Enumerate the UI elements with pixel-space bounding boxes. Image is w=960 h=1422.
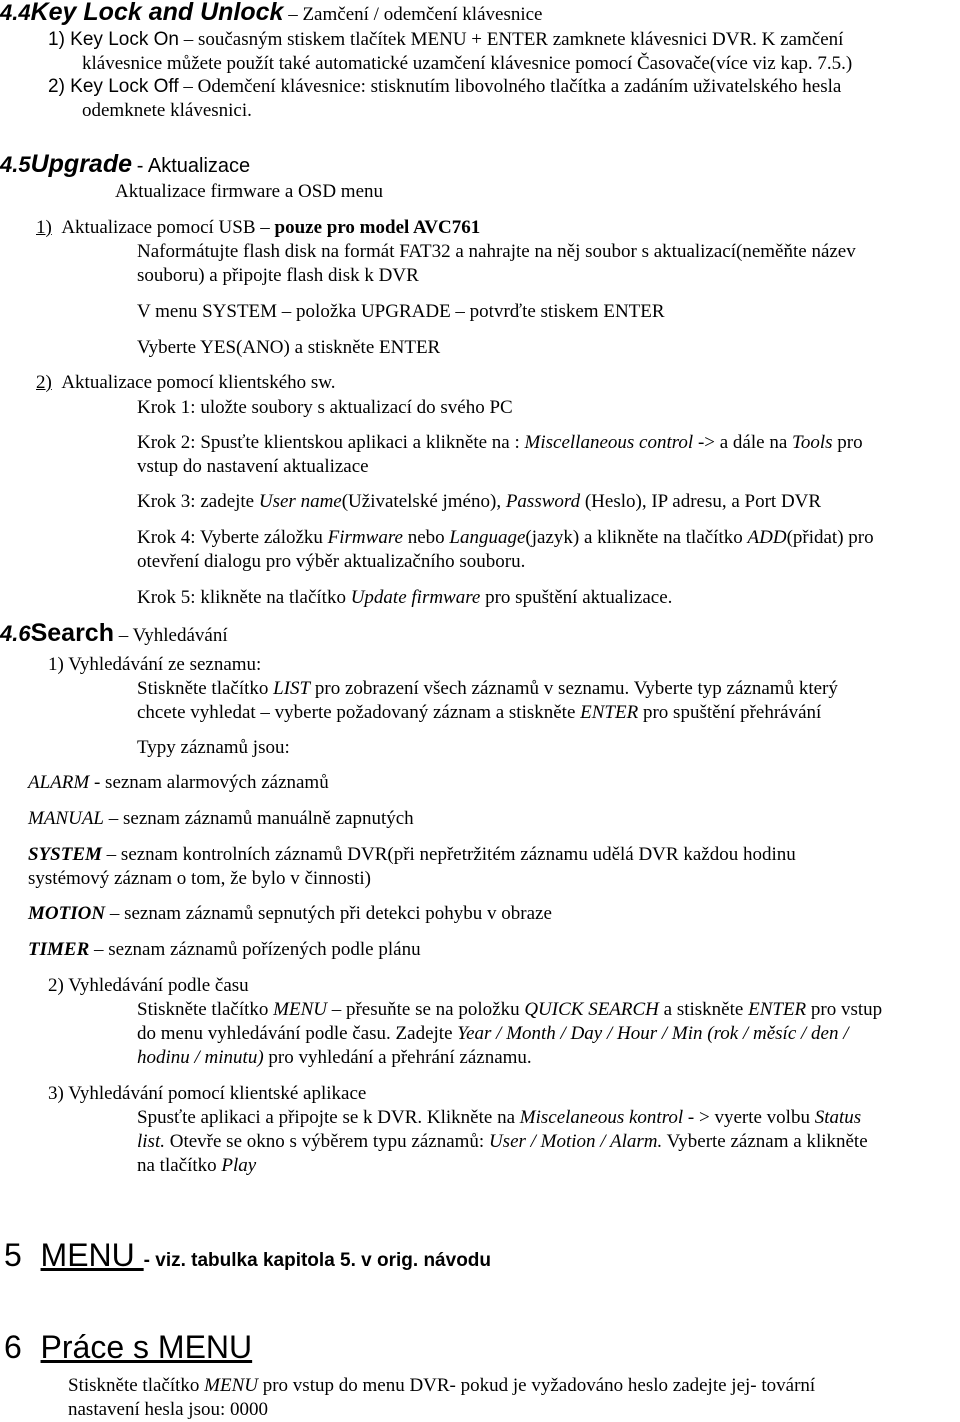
- text: pro vstup do menu DVR- pokud je vyžadováno heslo zadejte jej- tovární: [257, 1375, 816, 1396]
- text: hodinu / minutu): [137, 1047, 264, 1068]
- text: pro zobrazení všech záznamů v seznamu. Vyberte typ záznamů který: [310, 678, 838, 699]
- section-number: 4.6: [0, 621, 31, 646]
- text: Language: [449, 527, 526, 548]
- text: Miscelaneous kontrol: [519, 1107, 684, 1128]
- text: Vyberte záznam a klikněte: [662, 1131, 868, 1152]
- upgrade-subtitle: Aktualizace firmware a OSD menu: [115, 181, 384, 202]
- step-5: [137, 586, 672, 610]
- text: -> a dále na: [693, 432, 793, 453]
- text: Krok 4: Vyberte záložku: [137, 527, 328, 548]
- text: na tlačítko: [137, 1155, 222, 1176]
- chapter-title: MENU: [40, 1237, 144, 1273]
- search-client-item: 3) Vyhledávání pomocí klientské aplikace: [48, 1083, 367, 1104]
- text: Password: [505, 491, 581, 512]
- text: QUICK SEARCH: [524, 999, 659, 1020]
- text: chcete vyhledat – vyberte požadovaný záznam a stiskněte: [137, 702, 581, 723]
- section-number: 4.4: [0, 0, 31, 25]
- keylock-on-cont: klávesnice můžete použít také automatické uzamčení klávesnice pomocí Časovače(více viz kap. 7.5.): [82, 53, 853, 74]
- keylock-off-text: Odemčení klávesnice: stisknutím libovolného tlačítka a zadáním uživatelského hesla: [197, 76, 842, 97]
- keylock-on-text: současným stiskem tlačítek MENU + ENTER zamknete klávesnici DVR. K zamčení: [197, 29, 844, 50]
- text: - > vyerte volbu: [683, 1107, 815, 1128]
- record-type-system-cont: systémový záznam o tom, že bylo v činnosti): [28, 868, 371, 889]
- keylock-off-cont: odemknete klávesnici.: [82, 100, 252, 121]
- text: MENU: [204, 1375, 258, 1396]
- text: ADD: [747, 527, 787, 548]
- text: MENU: [273, 999, 327, 1020]
- section-title: Search: [30, 619, 114, 647]
- search-list-item: 1) Vyhledávání ze seznamu:: [48, 654, 262, 675]
- chapter-number: 6: [4, 1329, 22, 1365]
- text: (jazyk) a klikněte na tlačítko: [525, 527, 748, 548]
- section-subtitle: – Vyhledávání: [118, 625, 228, 646]
- usb-step-3: Vyberte YES(ANO) a stiskněte ENTER: [137, 337, 441, 358]
- text: LIST: [273, 678, 311, 699]
- text: Update firmware: [350, 587, 481, 608]
- search-time-text: [137, 998, 882, 1022]
- list-number: 1): [36, 217, 52, 238]
- chapter-title: Práce s MENU: [40, 1329, 253, 1365]
- chapter-6-text-2: nastavení hesla jsou: 0000: [68, 1399, 268, 1420]
- step-4: [137, 526, 874, 550]
- text: do menu vyhledávání podle času. Zadejte: [137, 1023, 458, 1044]
- search-list-text-cont: [137, 701, 821, 725]
- record-type-key: MOTION: [28, 903, 106, 924]
- record-type-key: TIMER: [28, 939, 90, 960]
- text: pro spuštění aktualizace.: [480, 587, 673, 608]
- step-2-cont: vstup do nastavení aktualizace: [137, 456, 369, 477]
- search-client-text-2: [137, 1130, 868, 1154]
- record-type-key: SYSTEM: [28, 844, 102, 865]
- section-4-4-heading: [0, 0, 543, 27]
- search-client-text-3: [137, 1154, 256, 1178]
- text: Status: [814, 1107, 862, 1128]
- record-type-key: ALARM -: [28, 772, 101, 793]
- section-4-6-heading: [0, 621, 228, 648]
- list-number: 2): [36, 372, 52, 393]
- upgrade-client-item: [36, 371, 336, 395]
- section-subtitle: – Zamčení / odemčení klávesnice: [288, 4, 543, 25]
- record-type-desc: – seznam kontrolních záznamů DVR(při nepřetržitém záznamu udělá DVR každou hodinu: [101, 844, 796, 865]
- text: Tools: [792, 432, 833, 453]
- record-type-motion: [28, 902, 552, 926]
- keylock-on-label: 1) Key Lock On: [48, 29, 179, 50]
- step-2: [137, 431, 863, 455]
- text: Stiskněte tlačítko: [68, 1375, 205, 1396]
- record-type-alarm: [28, 771, 329, 795]
- text: ENTER: [748, 999, 807, 1020]
- text: Krok 3: zadejte: [137, 491, 259, 512]
- search-list-text: [137, 677, 838, 701]
- step-4-cont: otevření dialogu pro výběr aktualizačního souboru.: [137, 551, 526, 572]
- record-type-manual: [28, 807, 414, 831]
- text: list.: [137, 1131, 165, 1152]
- keylock-off-line: 2) Key Lock Off – Odemčení klávesnice: stisknutím libovolného tlačítka a zadáním uživatelského hesla: [48, 76, 842, 97]
- usb-step-1-cont: souboru) a připojte flash disk k DVR: [137, 265, 419, 286]
- text: Firmware: [327, 527, 403, 548]
- usb-label: Aktualizace pomocí USB: [61, 217, 256, 238]
- text: Stiskněte tlačítko: [137, 678, 274, 699]
- text: Miscellaneous control: [524, 432, 694, 453]
- record-type-desc: seznam alarmových záznamů: [100, 772, 329, 793]
- client-label: Aktualizace pomocí klientského sw.: [61, 372, 336, 393]
- text: pro vstup: [806, 999, 883, 1020]
- record-types-label: Typy záznamů jsou:: [137, 737, 290, 758]
- text: ENTER: [580, 702, 639, 723]
- usb-step-2: V menu SYSTEM – položka UPGRADE – potvrďte stiskem ENTER: [137, 301, 665, 322]
- search-client-text: [137, 1106, 861, 1130]
- section-title: Upgrade: [30, 150, 132, 178]
- chapter-5-heading: [4, 1237, 491, 1273]
- text: (Uživatelské jméno),: [341, 491, 506, 512]
- usb-step-1: Naformátujte flash disk na formát FAT32 a nahrajte na něj soubor s aktualizací(neměňte název: [137, 241, 856, 262]
- usb-model-note: pouze pro model AVC761: [274, 217, 481, 238]
- text: Otevře se okno s výběrem typu záznamů:: [164, 1131, 489, 1152]
- text: User / Motion / Alarm.: [488, 1131, 663, 1152]
- step-1: Krok 1: uložte soubory s aktualizací do svého PC: [137, 397, 513, 418]
- text: pro: [832, 432, 863, 453]
- text: – přesuňte se na položku: [326, 999, 525, 1020]
- text: Year / Month / Day / Hour / Min (rok / měsíc / den /: [457, 1023, 849, 1044]
- section-number: 4.5: [0, 152, 31, 177]
- text: Krok 2: Spusťte klientskou aplikaci a klikněte na :: [137, 432, 525, 453]
- search-time-text-3: [137, 1046, 532, 1070]
- record-type-desc: – seznam záznamů sepnutých při detekci pohybu v obraze: [105, 903, 552, 924]
- text: nebo: [402, 527, 450, 548]
- section-4-5-heading: [0, 152, 250, 179]
- text: Spusťte aplikaci a připojte se k DVR. Klikněte na: [137, 1107, 520, 1128]
- text: pro spuštění přehrávání: [638, 702, 822, 723]
- chapter-6-heading: [4, 1329, 252, 1365]
- text: Stiskněte tlačítko: [137, 999, 274, 1020]
- chapter-number: 5: [4, 1237, 22, 1273]
- search-time-item: 2) Vyhledávání podle času: [48, 975, 249, 996]
- text: (přidat) pro: [786, 527, 874, 548]
- text: a stiskněte: [658, 999, 749, 1020]
- record-type-timer: [28, 938, 421, 962]
- text: Krok 5: klikněte na tlačítko: [137, 587, 351, 608]
- section-title: Key Lock and Unlock: [30, 0, 284, 26]
- step-3: [137, 490, 821, 514]
- record-type-system: [28, 843, 796, 867]
- text: (Heslo), IP adresu, a Port DVR: [580, 491, 822, 512]
- search-time-text-2: [137, 1022, 849, 1046]
- keylock-on-line: 1) Key Lock On – současným stiskem tlačítek MENU + ENTER zamknete klávesnici DVR. K zamčení: [48, 29, 844, 50]
- upgrade-usb-item: 1) Aktualizace pomocí USB – pouze pro model AVC761: [36, 217, 481, 238]
- chapter-note: - viz. tabulka kapitola 5. v orig. návodu: [143, 1250, 492, 1271]
- section-subtitle: - Aktualizace: [136, 155, 251, 177]
- record-type-key: MANUAL: [28, 808, 104, 829]
- text: User name: [258, 491, 342, 512]
- chapter-6-text: [68, 1374, 815, 1398]
- record-type-desc: – seznam záznamů manuálně zapnutých: [104, 808, 414, 829]
- keylock-off-label: 2) Key Lock Off: [48, 76, 179, 97]
- text: Play: [221, 1155, 257, 1176]
- text: pro vyhledání a přehrání záznamu.: [263, 1047, 532, 1068]
- record-type-desc: – seznam záznamů pořízených podle plánu: [89, 939, 421, 960]
